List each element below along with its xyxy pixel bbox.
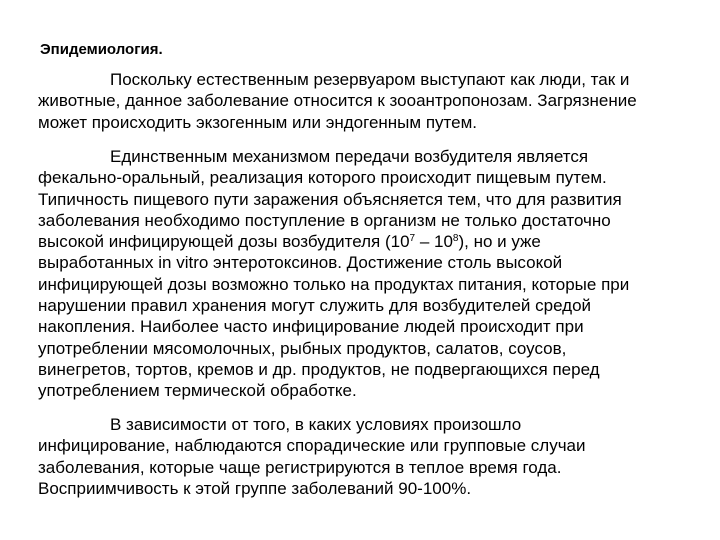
paragraph-transmission [38, 146, 688, 402]
section-heading: Эпидемиология. [40, 41, 163, 58]
dose-suffix: ), но и уже [458, 232, 541, 252]
text-line: выработанных in vitro энтеротоксинов. Достижение столь высокой [38, 253, 563, 273]
dose-line [38, 231, 688, 252]
text-line: употреблением термической обработке. [38, 381, 357, 401]
text-line: нарушении правил хранения могут служить для возбудителей средой [38, 296, 592, 316]
dose-middle: – 10 [415, 232, 453, 252]
paragraph-susceptibility [38, 414, 688, 499]
text-line: заболевания, которые чаще регистрируются в теплое время года. [38, 457, 562, 477]
dose-exponent-max: 8 [452, 233, 459, 245]
text-line: Типичность пищевого пути заражения объясняется тем, что для развития [38, 189, 622, 209]
text-line: винегретов, тортов, кремов и др. продуктов, не подвергающихся перед [38, 359, 600, 379]
text-line: Поскольку естественным резервуаром выступают как люди, так и [110, 70, 630, 89]
text-line: употреблении мясомолочных, рыбных продуктов, салатов, соусов, [38, 338, 567, 358]
text-line: фекально-оральный, реализация которого происходит пищевым путем. [38, 168, 607, 188]
text-line: Восприимчивость к этой группе заболеваний 90-100%. [38, 478, 472, 498]
dose-exponent-min: 7 [409, 233, 416, 245]
paragraph-reservoir [38, 69, 688, 133]
text-line: В зависимости от того, в каких условиях произошло [110, 415, 522, 434]
text-line: животные, данное заболевание относится к зооантропонозам. Загрязнение [38, 91, 637, 111]
text-line: может происходить экзогенным или эндогенным путем. [38, 112, 477, 132]
text-line: накопления. Наиболее часто инфицирование людей происходит при [38, 317, 584, 337]
text-line: заболевания необходимо поступление в организм не только достаточно [38, 210, 611, 230]
text-line: инфицирование, наблюдаются спорадические или групповые случаи [38, 436, 586, 456]
text-line: Единственным механизмом передачи возбудителя является [110, 147, 589, 166]
text-line: инфицирующей дозы возможно только на продуктах питания, которые при [38, 274, 630, 294]
dose-prefix: высокой инфицирующей дозы возбудителя (10 [38, 232, 410, 252]
